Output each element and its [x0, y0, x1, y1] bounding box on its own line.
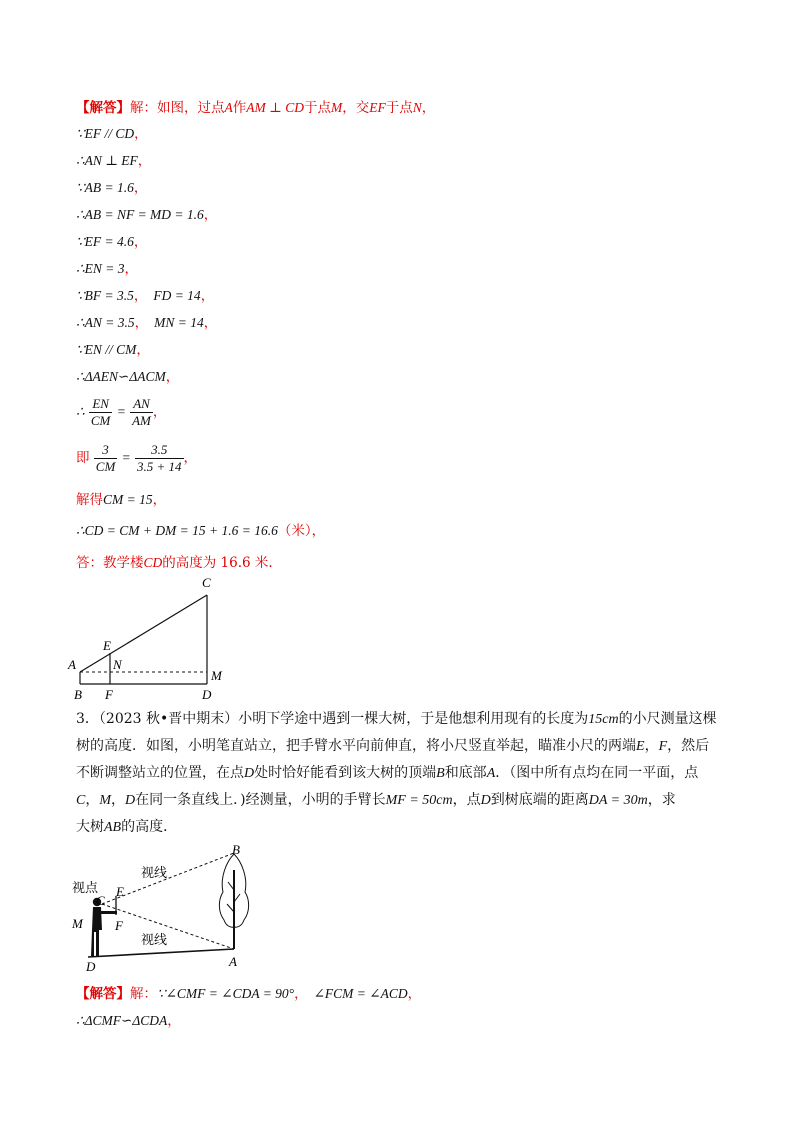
math-text: ∵EF = 4.6 — [76, 234, 134, 249]
math-text: 15cm — [588, 712, 619, 727]
question-text: 和底部 — [444, 765, 487, 781]
punctuation: ， — [124, 261, 138, 277]
punctuation: ， — [294, 986, 308, 1002]
fraction-3-5 — [135, 442, 184, 475]
math-text: MN = 14 — [154, 315, 204, 330]
solution-text: 解：如图，过点 — [130, 100, 225, 116]
math-text: ∵EN // CM — [76, 342, 137, 357]
solution1-line5 — [76, 205, 217, 225]
question-text: ，求 — [647, 792, 676, 808]
ground-line-da — [88, 949, 234, 957]
math-text: ∠FCM = ∠ACD — [313, 986, 408, 1001]
solution-text: ，交 — [342, 100, 370, 116]
line-ac — [80, 595, 207, 672]
solution2-line2 — [76, 1011, 181, 1031]
label-c: C — [202, 575, 211, 590]
solution1-line9 — [76, 313, 217, 333]
math-text: D — [244, 766, 255, 781]
punctuation: ， — [152, 492, 167, 508]
math-text: N — [412, 100, 422, 115]
solution1-line1 — [76, 98, 435, 118]
fraction-numerator: 3.5 — [135, 442, 184, 459]
punctuation: ， — [85, 792, 100, 808]
solution-label: 【解答】 — [76, 100, 130, 116]
punctuation: ， — [133, 288, 148, 304]
punctuation: ， — [165, 369, 180, 385]
math-text: ∴ — [76, 404, 85, 419]
fraction-numerator: 3 — [94, 442, 118, 459]
math-text: ∴AN = 3.5 — [76, 315, 135, 330]
math-text: ∴CD = CM + DM = 15 + 1.6 = 16.6 — [76, 523, 278, 538]
punctuation: ， — [421, 100, 436, 116]
punctuation: ， — [167, 1013, 181, 1029]
math-text: AM ⊥ CD — [246, 100, 304, 115]
punctuation: ， — [311, 523, 326, 539]
solution1-line14 — [76, 490, 166, 510]
math-text: ∴AB = NF = MD = 1.6 — [76, 207, 204, 222]
solution-text: 解得 — [76, 492, 103, 508]
math-text: EF — [369, 100, 386, 115]
punctuation: ， — [203, 207, 218, 223]
math-text: C — [76, 793, 86, 808]
solution-text: 作 — [232, 100, 247, 116]
fraction-denominator: CM — [95, 459, 116, 474]
question-text: 到树底端的距离 — [490, 792, 589, 808]
math-text: ∵AB = 1.6 — [76, 180, 134, 195]
math-text: ∵BF = 3.5 — [76, 288, 134, 303]
solution-text: 解： — [130, 986, 157, 1002]
math-text: DA = 30m — [588, 793, 648, 808]
label-f: F — [115, 918, 123, 933]
math-text: FD = 14 — [153, 288, 201, 303]
solution-label: 【解答】 — [76, 986, 130, 1002]
question-text: 不断调整站立的位置，在点 — [76, 765, 244, 781]
question-text: 的高度． — [121, 819, 178, 835]
solution1-line11 — [76, 367, 179, 387]
solution1-line2 — [76, 124, 148, 144]
question-text: 的小尺测量这棵 — [618, 711, 717, 727]
label-m: M — [72, 916, 83, 931]
question-text: ．（图中所有点均在同一平面，点 — [495, 765, 699, 781]
punctuation: ， — [111, 792, 126, 808]
figure1-diagram — [66, 572, 236, 706]
solution1-line13: 即 $\frac{3}{CM}$ = $\frac{3.5}{3.5 + 14}$ ， — [76, 442, 198, 474]
punctuation: ， — [407, 986, 422, 1002]
math-text: F — [658, 739, 668, 754]
math-text: CD — [143, 555, 163, 570]
unit-text: （米） — [277, 523, 312, 539]
question-text: ，点 — [452, 792, 481, 808]
fraction-denominator: CM — [90, 413, 111, 428]
question-text: 经测量，小明的手臂长 — [245, 792, 386, 808]
math-text: ∴EN = 3 — [76, 261, 125, 276]
label-sight-bottom: 视线 — [141, 933, 168, 948]
solution1-line4 — [76, 178, 147, 198]
math-text: D — [125, 793, 136, 808]
punctuation: ， — [134, 315, 149, 331]
fraction-en-cm — [89, 396, 113, 429]
fraction-an-am — [130, 396, 153, 429]
math-text: MF = 50cm — [385, 793, 453, 808]
math-text: M — [99, 793, 112, 808]
math-text: ∴ΔCMF∽ΔCDA — [76, 1013, 168, 1028]
solution1-line6 — [76, 232, 147, 252]
math-text: E — [636, 739, 645, 754]
punctuation: ， — [136, 342, 150, 358]
punctuation: ， — [137, 153, 152, 169]
question3-text — [76, 706, 726, 841]
punctuation: ) — [240, 792, 246, 808]
label-d: D — [202, 687, 212, 702]
tree-figure — [219, 854, 248, 949]
punctuation: ， — [134, 126, 148, 142]
math-text: B — [436, 766, 445, 781]
label-m: M — [211, 668, 222, 683]
punctuation: ， — [133, 180, 148, 196]
math-text: ∵∠CMF = ∠CDA = 90° — [157, 986, 295, 1001]
fraction-3-cm — [94, 442, 118, 475]
solution1-line15 — [76, 521, 325, 541]
question-text: 大树 — [76, 819, 104, 835]
label-a: A — [68, 657, 76, 672]
punctuation: ， — [183, 450, 198, 466]
label-e: E — [103, 638, 111, 653]
math-text: ∴AN ⊥ EF — [76, 153, 138, 168]
solution1-line8 — [76, 286, 214, 306]
math-text: A — [486, 766, 496, 781]
label-b: B — [232, 842, 240, 857]
label-c: C — [96, 893, 105, 908]
math-text: ∴ΔAEN∽ΔACM — [76, 369, 166, 384]
solution1-line3 — [76, 151, 151, 171]
punctuation: ， — [133, 234, 148, 250]
figure2-diagram — [66, 840, 266, 975]
solution1-line12: ∴ $\frac{EN}{CM}$ = $\frac{AN}{AM}$ ， — [76, 396, 167, 428]
punctuation: ， — [152, 404, 167, 420]
solution1-answer — [76, 553, 273, 573]
math-text: CM = 15 — [103, 492, 153, 507]
label-view-point: 视点 — [72, 881, 99, 896]
solution-text: 于点 — [303, 100, 331, 116]
label-f: F — [105, 687, 113, 702]
question-text: 在同一条直线上． — [135, 792, 241, 808]
question-text: 3．（2023 秋•晋中期末）小明下学途中遇到一棵大树，于是他想利用现有的长度为 — [76, 711, 589, 727]
solution1-line7 — [76, 259, 138, 279]
math-text: AB — [104, 820, 122, 835]
math-text: M — [330, 100, 343, 115]
label-n: N — [113, 657, 122, 672]
fraction-numerator: AN — [130, 396, 153, 413]
question-text: 处时恰好能看到该大树的顶端 — [254, 765, 437, 781]
fraction-denominator: AM — [132, 413, 151, 428]
solution2-line1 — [76, 984, 421, 1004]
solution1-line10 — [76, 340, 150, 360]
label-e: E — [116, 884, 124, 899]
fraction-denominator: 3.5 + 14 — [137, 459, 182, 474]
math-text: D — [480, 793, 491, 808]
label-d: D — [86, 959, 96, 974]
punctuation: ， — [200, 288, 215, 304]
solution-text: 于点 — [385, 100, 413, 116]
punctuation: ， — [203, 315, 218, 331]
label-b: B — [74, 687, 82, 702]
answer-text: 答：教学楼 — [76, 555, 144, 571]
punctuation: ， — [644, 738, 659, 754]
label-sight-top: 视线 — [141, 866, 168, 881]
label-a: A — [229, 954, 237, 969]
math-text: ∵EF // CD — [76, 126, 135, 141]
solution-text: 即 — [76, 450, 90, 466]
math-text: A — [224, 100, 233, 115]
fraction-numerator: EN — [89, 396, 113, 413]
answer-text: 的高度为 16.6 米. — [162, 555, 273, 571]
question-text: 树的高度．如图，小明笔直站立，把手臂水平向前伸直，将小尺竖直举起，瞄准小尺的两端 — [76, 738, 636, 754]
question-text: ，然后 — [667, 738, 710, 754]
